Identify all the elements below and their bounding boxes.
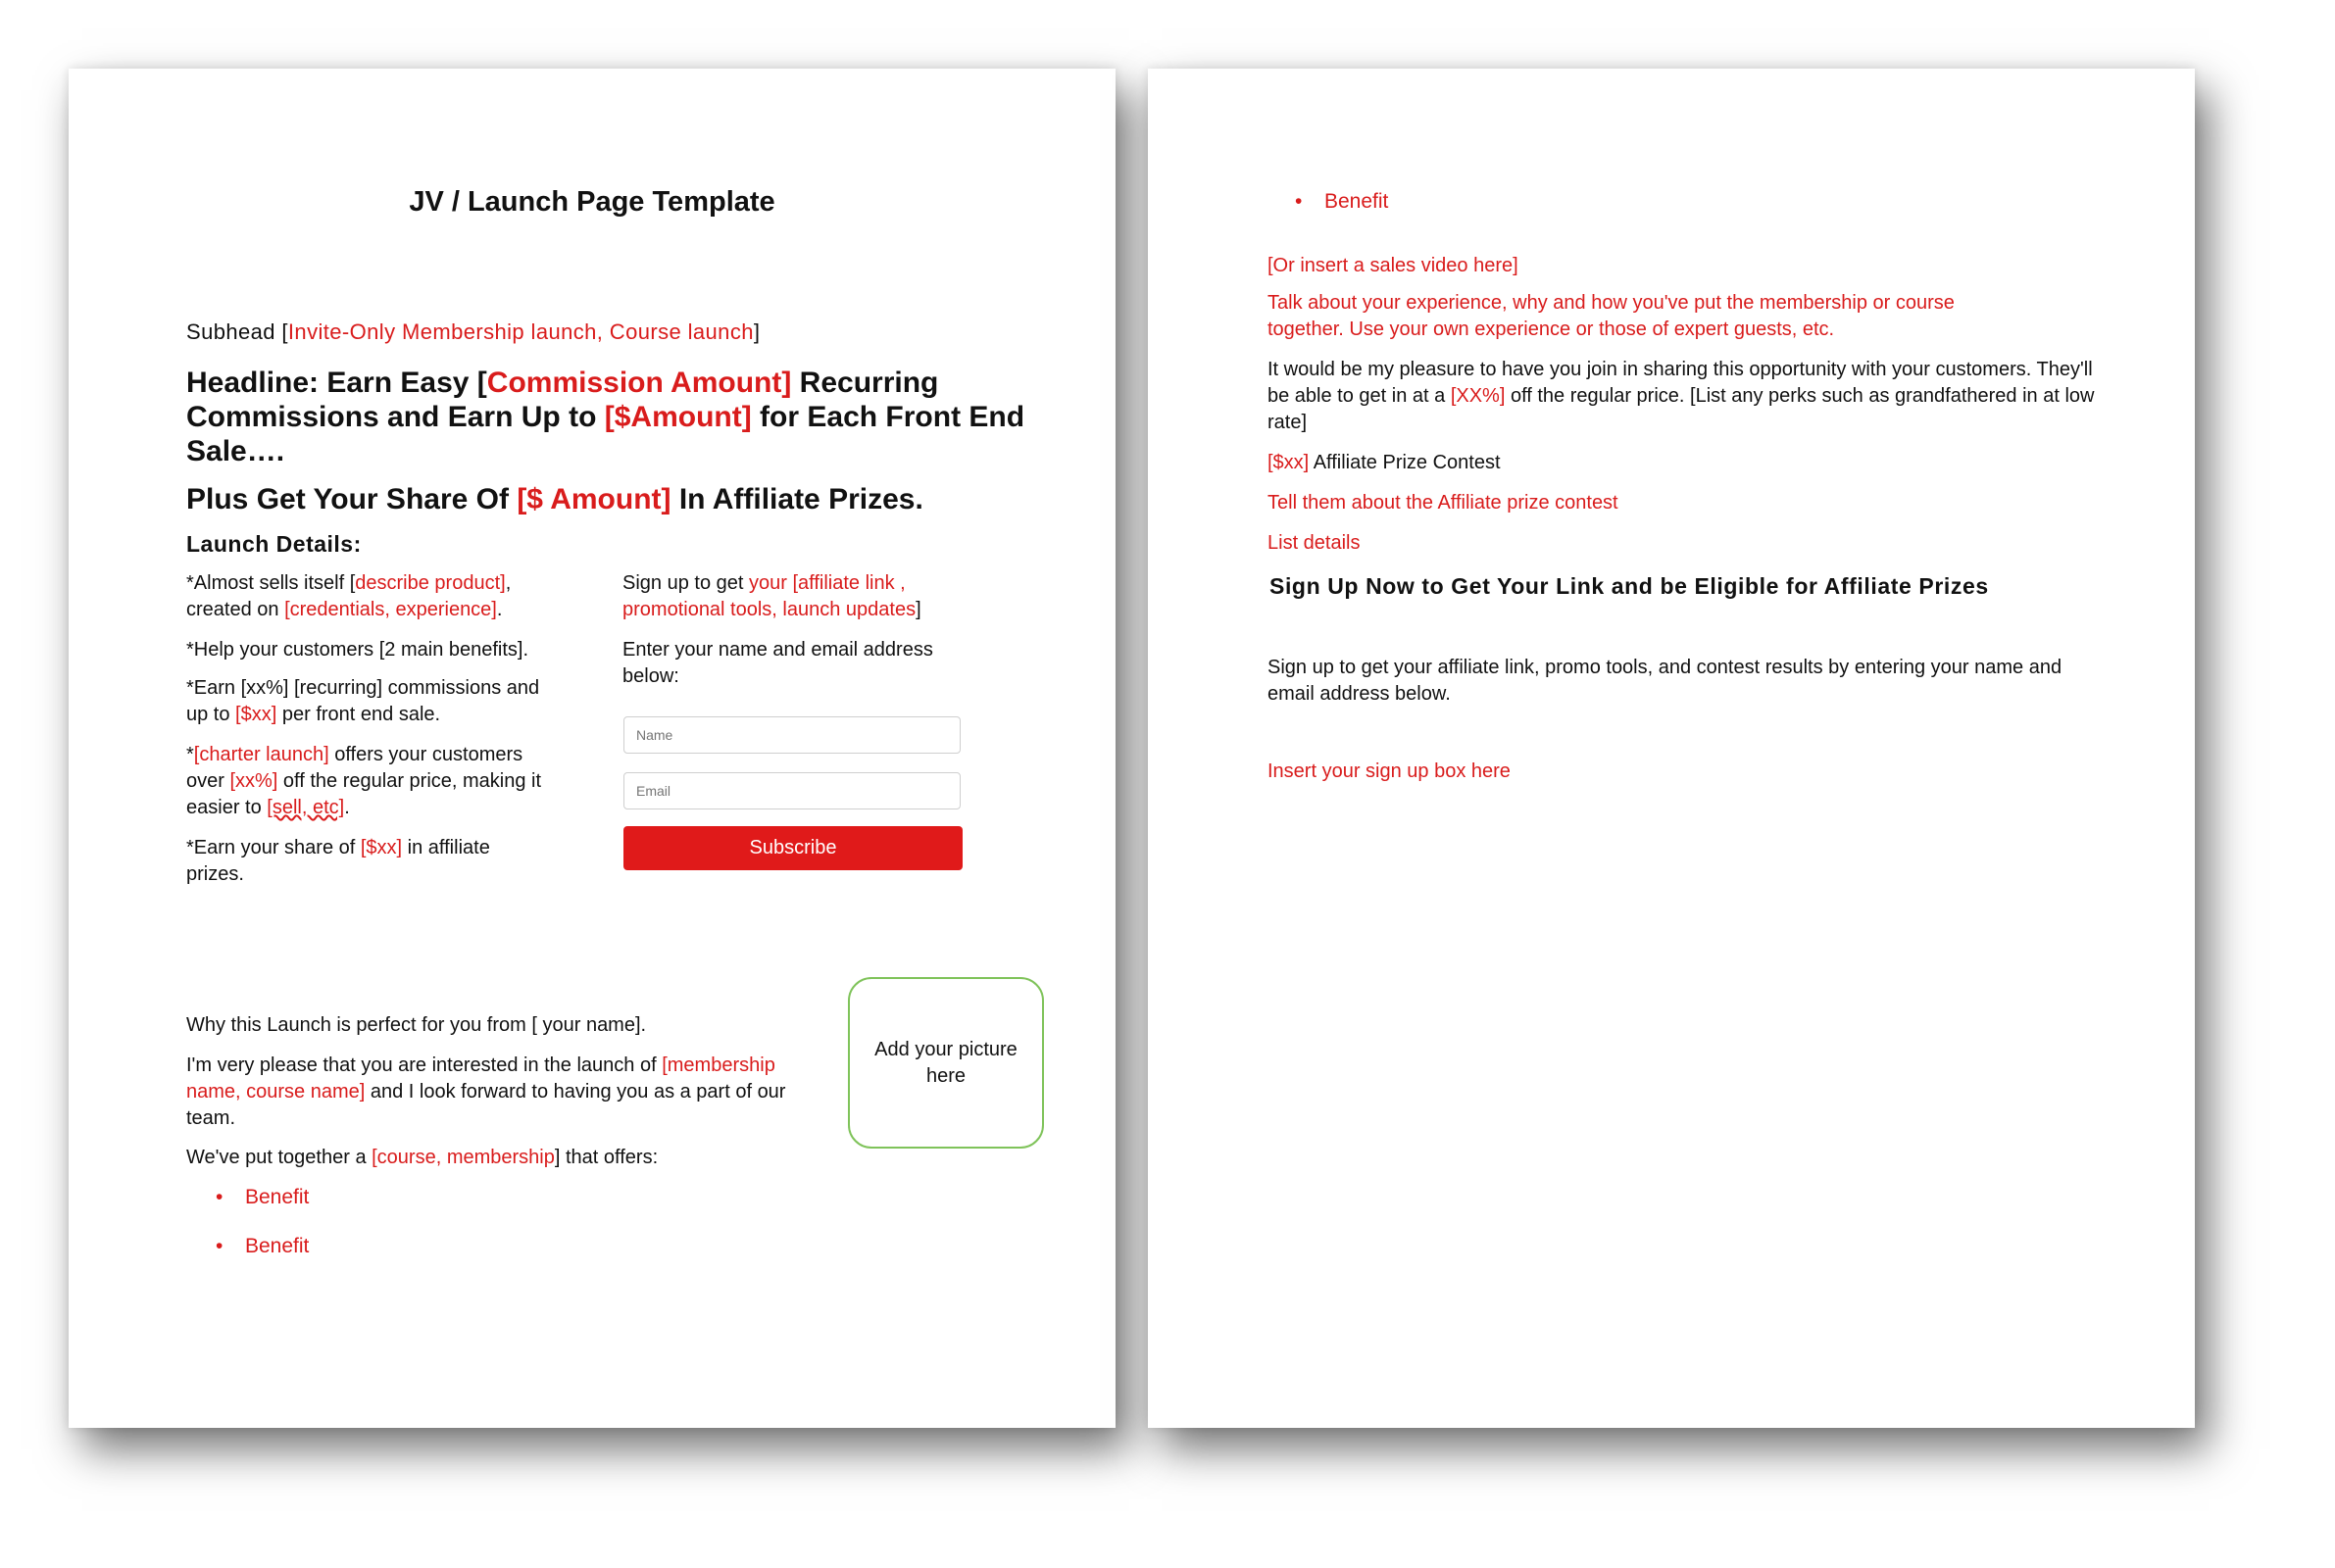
plus-headline: Plus Get Your Share Of [$ Amount] In Affiliate Prizes. [186, 483, 923, 515]
document-page-right [1148, 69, 2195, 1428]
signup-intro: Sign up to get your [affiliate link , promotional tools, launch updates] [622, 572, 921, 620]
subscribe-button[interactable]: Subscribe [623, 826, 963, 870]
headline: Headline: Earn Easy [Commission Amount] Recurring Commissions and Earn Up to [$Amount] for Each Front End Sale…. [186, 367, 1025, 467]
why-paragraph: I'm very please that you are interested in the launch of [membership name, course name] and I look forward to having you as a part of our team. [186, 1054, 786, 1129]
bullet-icon: • [216, 1235, 224, 1257]
document-page-left [69, 69, 1116, 1428]
prize-contest-label: [$xx] Affiliate Prize Contest [1267, 452, 1501, 473]
signup-box-placeholder: Insert your sign up box here [1267, 760, 1511, 782]
page-title: JV / Launch Page Template [409, 186, 775, 218]
list-details: List details [1267, 532, 1361, 554]
picture-placeholder: Add your picture here [848, 977, 1044, 1149]
name-input[interactable] [623, 716, 961, 754]
experience-text: Talk about your experience, why and how you've put the membership or course together. Use your own experience or those of expert guests, etc. [1267, 292, 1955, 340]
bullet-icon: • [1295, 190, 1303, 213]
detail-item-prizes: *Earn your share of [$xx] in affiliate prizes. [186, 837, 490, 885]
launch-details-heading: Launch Details: [186, 531, 362, 557]
list-item: • Benefit [1295, 190, 1389, 213]
list-item: • Benefit [216, 1186, 310, 1208]
cta-heading: Sign Up Now to Get Your Link and be Eligible for Affiliate Prizes [1269, 573, 1989, 599]
detail-item-benefits: *Help your customers [2 main benefits]. [186, 639, 529, 661]
contest-description: Tell them about the Affiliate prize contest [1267, 492, 1618, 514]
detail-item-commissions: *Earn [xx%] [recurring] commissions and up to [$xx] per front end sale. [186, 677, 540, 725]
list-item: • Benefit [216, 1235, 310, 1257]
detail-item-product: *Almost sells itself [describe product], created on [credentials, experience]. [186, 572, 512, 620]
subhead: Subhead [Invite-Only Membership launch, Course launch] [186, 319, 761, 344]
pleasure-text: It would be my pleasure to have you join in sharing this opportunity with your customers. They'll be able to get in at a [XX%] off the regular price. [List any perks such as grandfathered in at low rate] [1267, 359, 2095, 433]
offers-intro: We've put together a [course, membership] that offers: [186, 1147, 659, 1168]
email-input[interactable] [623, 772, 961, 809]
sales-video-placeholder: [Or insert a sales video here] [1267, 255, 1518, 276]
signup-text: Sign up to get your affiliate link, promo tools, and contest results by entering your name and email address below. [1267, 657, 2062, 705]
why-heading: Why this Launch is perfect for you from [ your name]. [186, 1014, 647, 1036]
bullet-icon: • [216, 1186, 224, 1208]
signup-instructions: Enter your name and email address below: [622, 639, 933, 687]
detail-item-charter: *[charter launch] offers your customers over [xx%] off the regular price, making it easier to [sell, etc]. [186, 744, 542, 818]
